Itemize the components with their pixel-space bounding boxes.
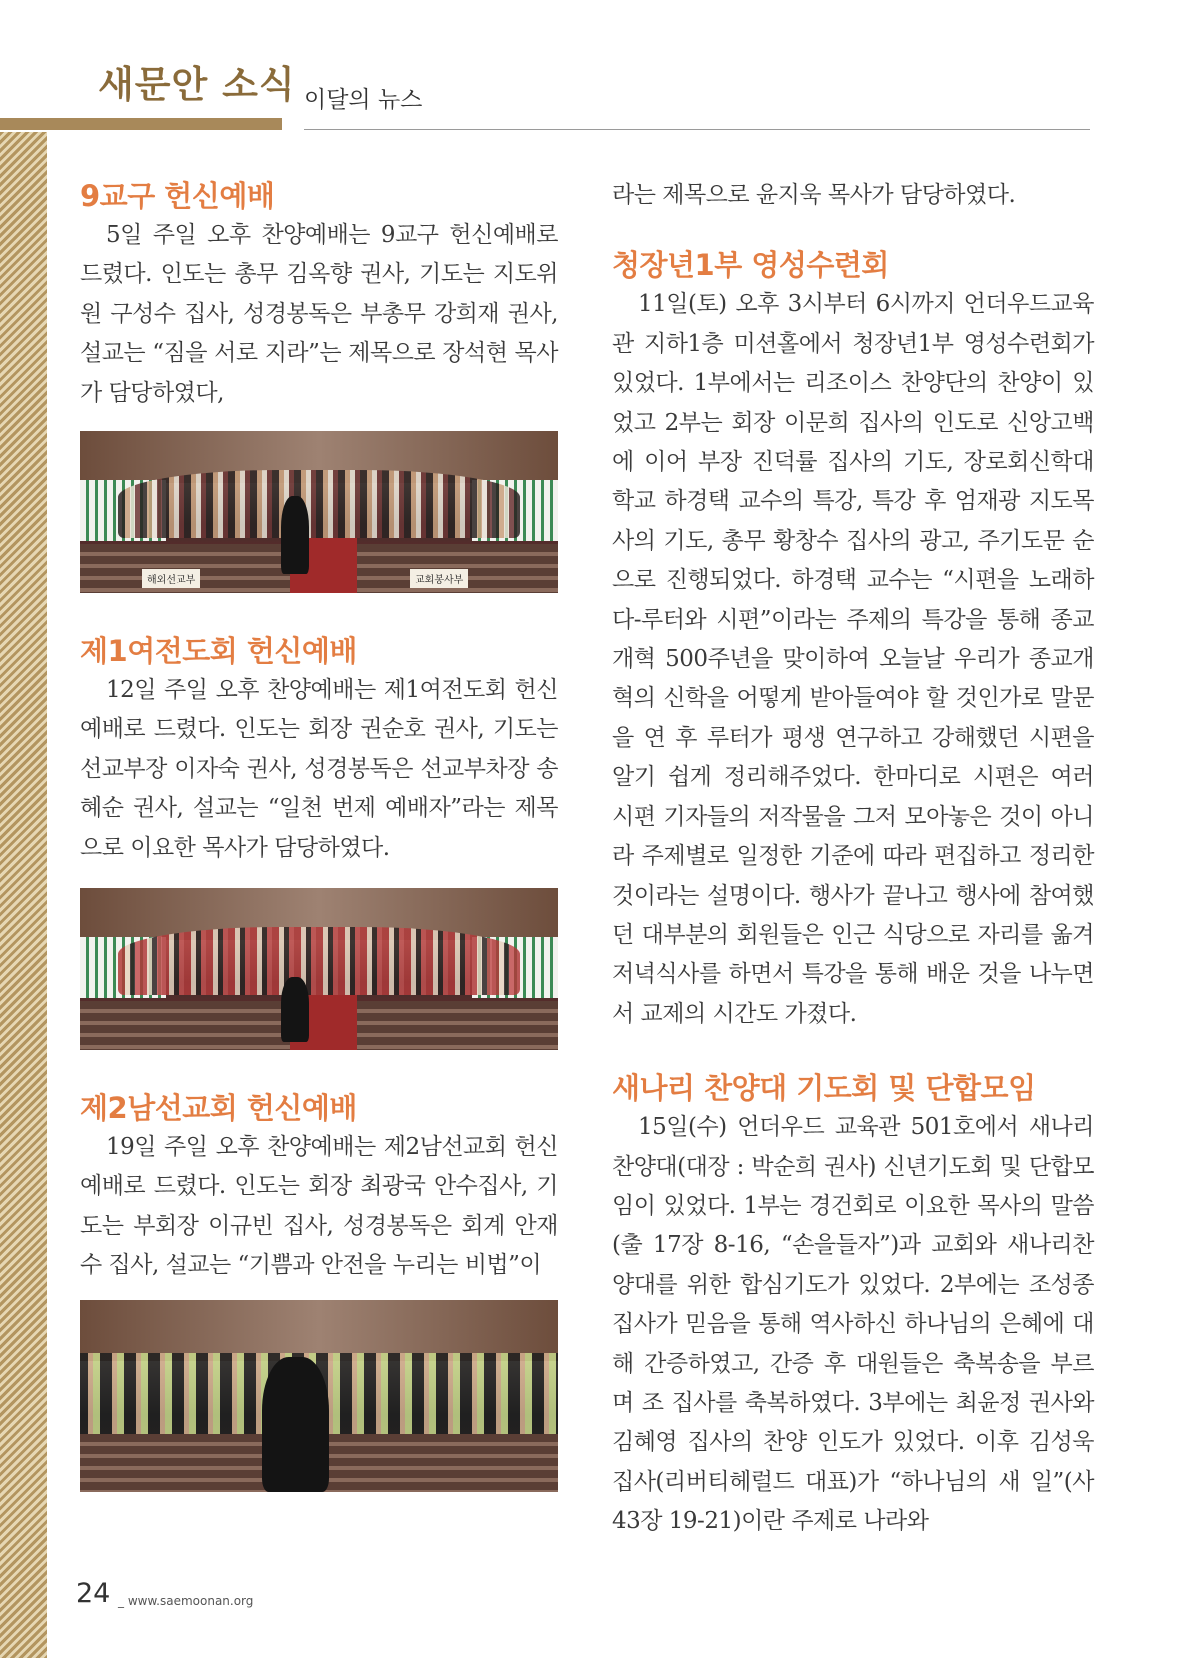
footer-url: _ www.saemoonan.org [118,1594,254,1608]
article-body-choir-gathering: 15일(수) 언더우드 교육관 501호에서 새나리찬양대(대장 : 박순희 권사) 신년기도회 및 단합모임이 있었다. 1부는 경건회로 이요한 목사의 말씀(출 17장 8-16, “손을들자”)과 교회와 새나리찬양대를 위한 합심기도가 있었다. 2부에는 조성종 집사가 믿음을 통해 역사하신 하나님의 은혜에 대해 간증하였고, 간증 후 대원들은 축복송을 부르며 조 집사를 축복하였다. 3부에는 최윤정 권사와 김혜영 집사의 찬양 인도가 있었다. 이후 김성욱 집사(리버티헤럴드 대표)가 “하나님의 새 일”(사 43장 19-21)이란 주제로 나라와 [612,1114,1094,1535]
article-body-9th-district: 5일 주일 오후 찬양예배는 9교구 헌신예배로 드렸다. 인도는 총무 김옥향 권사, 기도는 지도위원 구성수 집사, 성경봉독은 부총무 강희재 권사, 설교는 “짐을 서로 지라”는 제목으로 장석현 목사가 담당하였다, [80,222,558,406]
article-body-1st-womens: 12일 주일 오후 찬양예배는 제1여전도회 헌신예배로 드렸다. 인도는 회장 권순호 권사, 기도는 선교부장 이자숙 권사, 성경봉독은 선교부차장 송혜순 권사, 설교는 “일천 번제 예배자”라는 제목으로 이요한 목사가 담당하였다. [80,677,558,861]
article-continuation: 라는 제목으로 윤지욱 목사가 담당하였다. [612,182,1016,208]
section-subtitle: 이달의 뉴스 [304,87,423,113]
photo-9th-district-worship [80,431,558,593]
article-body-young-adults-retreat: 11일(토) 오후 3시부터 6시까지 언더우드교육관 지하1층 미션홀에서 청장년1부 영성수련회가 있었다. 1부에서는 리조이스 찬양단의 찬양이 있었고 2부는 회장 이문희 집사의 인도로 신앙고백에 이어 부장 진덕률 집사의 기도, 장로회신학대학교 하경택 교수의 특강, 특강 후 엄재광 지도목사의 기도, 총무 황창수 집사의 광고, 주기도문 순으로 진행되었다. 하경택 교수는 “시편을 노래하다-루터와 시편”이라는 주제의 특강을 통해 종교개혁 500주년을 맞이하여 오늘날 우리가 종교개혁의 신학을 어떻게 받아들여야 할 것인가로 말문을 연 후 루터가 평생 연구하고 강해했던 시편을 알기 쉽게 정리해주었다. 한마디로 시편은 여러 시편 기자들의 저작물을 그저 모아놓은 것이 아니라 주제별로 일정한 기준에 따라 편집하고 정리한 것이라는 설명이다. 행사가 끝나고 행사에 참여했던 대부분의 회원들은 인근 식당으로 자리를 옮겨 저녁식사를 하면서 특강을 통해 배운 것을 나누면서 교제의 시간도 가졌다. [612,291,1094,1027]
section-title: 새문안 소식 [98,63,296,106]
article-title-young-adults-retreat: 청장년1부 영성수련회 [612,248,889,283]
article-title-9th-district: 9교구 헌신예배 [80,179,275,213]
photo-2nd-mens-worship [80,1300,558,1492]
article-title-choir-gathering: 새나리 찬양대 기도회 및 단합모임 [612,1071,1036,1106]
article-body-2nd-mens: 19일 주일 오후 찬양예배는 제2남선교회 헌신예배로 드렸다. 인도는 회장 최광국 안수집사, 기도는 부회장 이규빈 집사, 성경봉독은 회계 안재수 집사, 설교는 “기쁨과 안전을 누리는 비법”이 [80,1134,558,1279]
decorative-stripe-border [0,132,47,1658]
header-divider [304,129,1090,130]
photo-sign-overseas-mission: 해외선교부 [142,569,200,588]
left-column [80,176,558,1492]
article-title-1st-womens: 제1여전도회 헌신예배 [80,634,357,669]
right-column [612,176,1094,1542]
article-title-2nd-mens: 제2남선교회 헌신예배 [80,1091,357,1126]
header-accent-bar [0,118,282,130]
page-number: 24 [76,1578,111,1609]
photo-1st-womens-worship [80,888,558,1050]
photo-sign-church-service: 교회봉사부 [410,569,468,588]
